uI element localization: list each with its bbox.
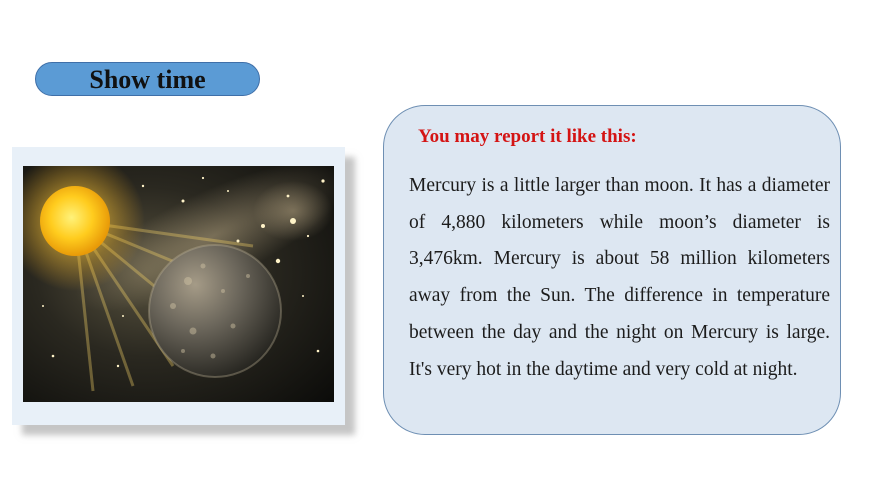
photo-frame — [12, 147, 345, 425]
report-text-box — [383, 105, 841, 435]
sun-mercury-image — [23, 166, 334, 402]
show-time-title-pill — [35, 62, 260, 96]
report-body-text: Mercury is a little larger than moon. It has a diameter of 4,880 kilometers while moon’s diameter is 3,476km. Mercury is about 58 million kilometers away from the Sun. The difference in temperature between the day and the night on Mercury is large. It's very hot in the daytime and very cold at night. — [409, 175, 830, 380]
slide-title: Show time — [89, 65, 206, 94]
space-scene-illustration — [23, 166, 334, 402]
report-heading: You may report it like this: — [418, 126, 637, 147]
